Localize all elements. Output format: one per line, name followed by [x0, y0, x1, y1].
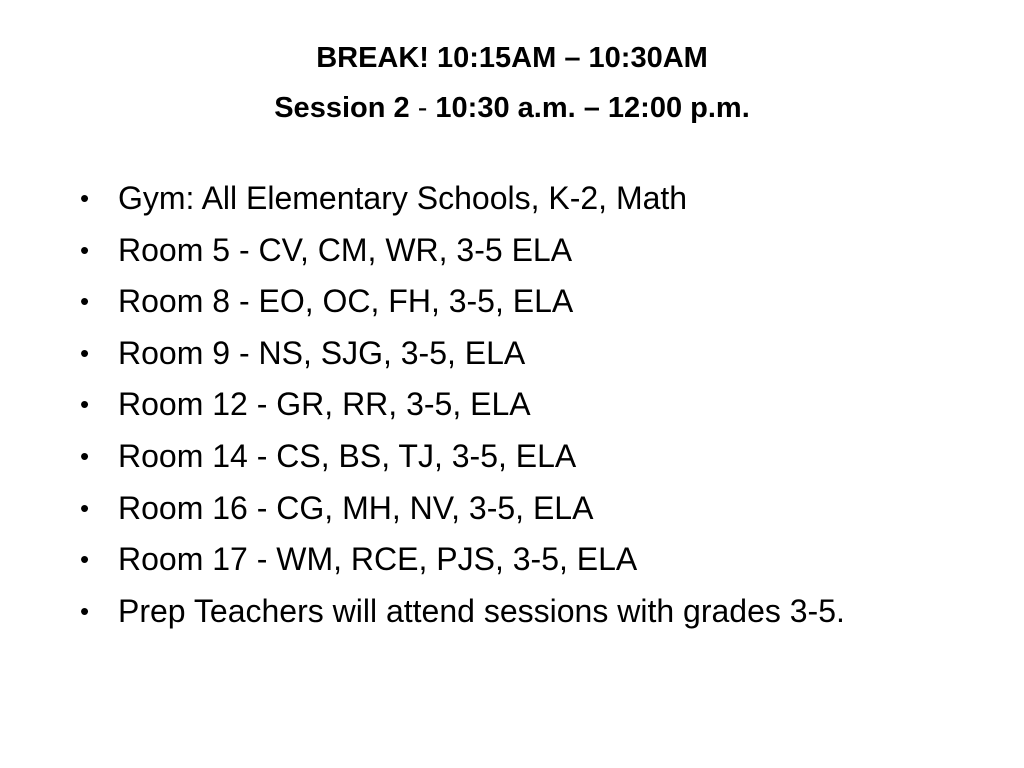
title-separator: -: [417, 92, 428, 124]
list-item: [78, 438, 970, 474]
list-item: [78, 541, 970, 577]
bullet-list: [78, 180, 970, 644]
list-item-text: Prep Teachers will attend sessions with grades 3-5.: [118, 592, 845, 629]
bullet-icon: •: [80, 234, 90, 265]
list-item-text: Room 5 - CV, CM, WR, 3-5 ELA: [118, 231, 573, 268]
list-item-text: Room 16 - CG, MH, NV, 3-5, ELA: [118, 489, 594, 526]
list-item-text: Room 12 - GR, RR, 3-5, ELA: [118, 386, 531, 423]
list-item: [78, 180, 970, 216]
slide-title: [0, 38, 1024, 128]
bullet-icon: •: [80, 544, 90, 575]
bullet-icon: •: [80, 389, 90, 420]
bullet-icon: •: [80, 492, 90, 523]
title-session-label: Session 2: [274, 92, 410, 124]
list-item: [78, 593, 970, 629]
list-item: [78, 232, 970, 268]
list-item-text: Room 9 - NS, SJG, 3-5, ELA: [118, 334, 526, 371]
title-session-line: [0, 88, 1024, 128]
list-item: [78, 490, 970, 526]
list-item-text: Room 8 - EO, OC, FH, 3-5, ELA: [118, 283, 574, 320]
list-item-text: Room 14 - CS, BS, TJ, 3-5, ELA: [118, 437, 577, 474]
list-item-text: Gym: All Elementary Schools, K-2, Math: [118, 180, 688, 216]
title-break-line: BREAK! 10:15AM – 10:30AM: [316, 42, 708, 74]
list-item: [78, 386, 970, 422]
bullet-icon: •: [80, 183, 90, 213]
bullet-icon: •: [80, 286, 90, 317]
list-item: [78, 335, 970, 371]
list-item: [78, 283, 970, 319]
title-session-time: 10:30 a.m. – 12:00 p.m.: [435, 92, 750, 124]
bullet-icon: •: [80, 440, 90, 471]
bullet-icon: •: [80, 337, 90, 368]
bullet-icon: •: [80, 595, 90, 626]
list-item-text: Room 17 - WM, RCE, PJS, 3-5, ELA: [118, 541, 638, 578]
